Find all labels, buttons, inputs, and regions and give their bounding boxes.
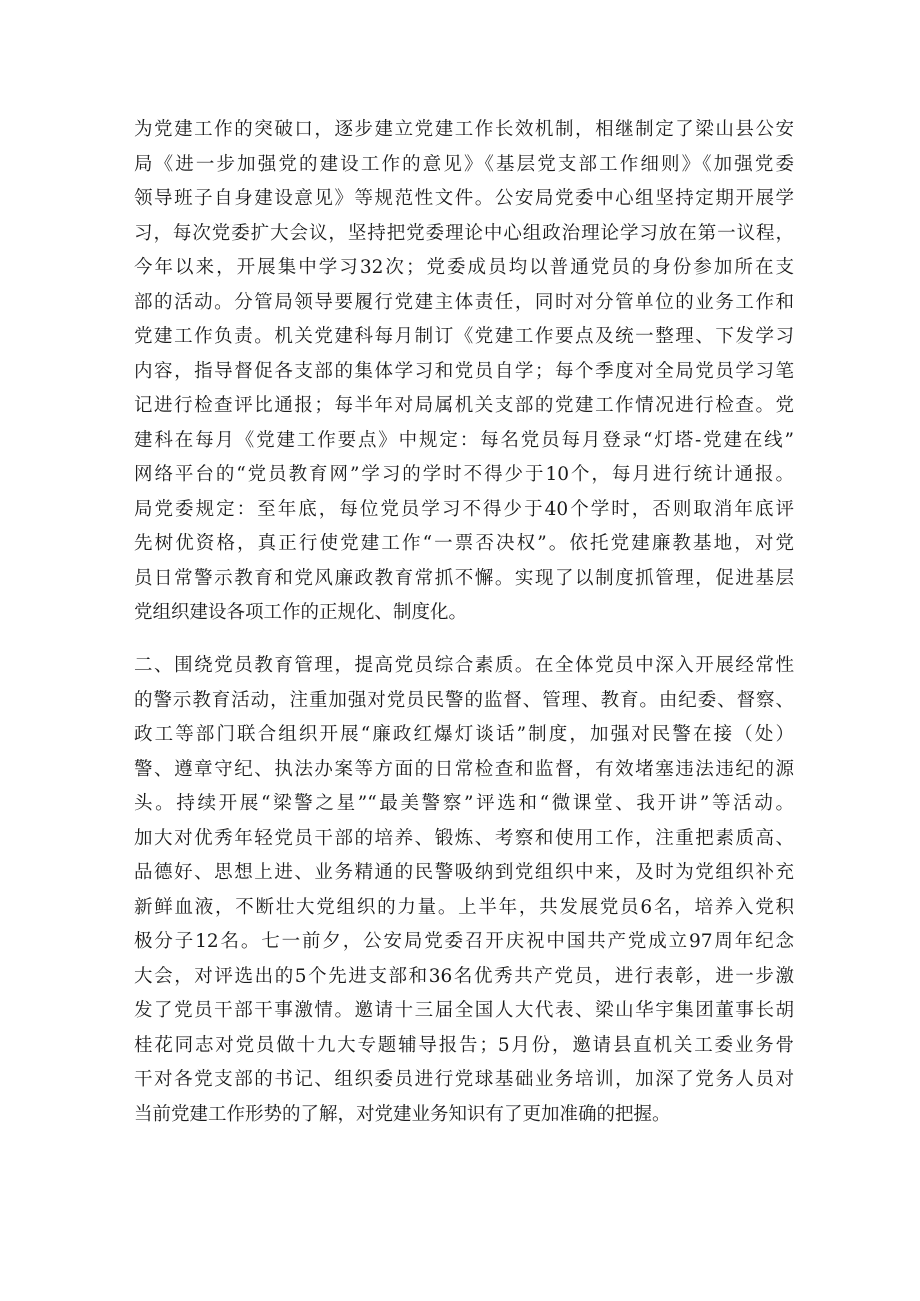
text-line: 先树优资格，真正行使党建工作“一票否决权”。依托党建廉教基地，对党 bbox=[134, 533, 794, 554]
text-line: 二、围绕党员教育管理，提高党员综合素质。在全体党员中深入开展经常性 bbox=[134, 655, 794, 676]
text-line: 局党委规定：至年底，每位党员学习不得少于40个学时，否则取消年底评 bbox=[134, 498, 794, 520]
text-line: 习，每次党委扩大会议，坚持把党委理论中心组政治理论学习放在第一议程， bbox=[134, 222, 794, 244]
text-line: 当前党建工作形势的了解，对党建业务知识有了更加准确的把握。 bbox=[134, 1103, 671, 1125]
text-line: 党组织建设各项工作的正规化、制度化。 bbox=[134, 602, 468, 623]
text-line: 大会，对评选出的5个先进支部和36名优秀共产党员，进行表彰，进一步激 bbox=[134, 965, 794, 987]
text-line: 新鲜血液，不断壮大党组织的力量。上半年，共发展党员6名，培养入党积 bbox=[134, 896, 794, 918]
text-line: 员日常警示教育和党风廉政教育常抓不懈。实现了以制度抓管理，促进基层 bbox=[134, 567, 794, 589]
text-line: 桂花同志对党员做十九大专题辅导报告；5月份，邀请县直机关工委业务骨 bbox=[134, 1034, 794, 1056]
text-line: 发了党员干部干事激情。邀请十三届全国人大代表、梁山华宇集团董事长胡 bbox=[134, 1000, 794, 1021]
text-line: 记进行检查评比通报；每半年对局属机关支部的党建工作情况进行检查。党 bbox=[134, 395, 794, 416]
text-line: 政工等部门联合组织开展“廉政红爆灯谈话”制度，加强对民警在接（处） bbox=[134, 724, 794, 745]
text-line: 建科在每月《党建工作要点》中规定：每名党员每月登录“灯塔-党建在线” bbox=[134, 429, 794, 451]
text-line: 警、遵章守纪、执法办案等方面的日常检查和监督，有效堵塞违法违纪的源 bbox=[134, 758, 794, 780]
text-line: 加大对优秀年轻党员干部的培养、锻炼、考察和使用工作，注重把素质高、 bbox=[134, 827, 794, 849]
text-line: 品德好、思想上进、业务精通的民警吸纳到党组织中来，及时为党组织补充 bbox=[134, 862, 794, 883]
text-line: 领导班子自身建设意见》等规范性文件。公安局党委中心组坚持定期开展学 bbox=[134, 188, 794, 209]
text-line: 今年以来，开展集中学习32次；党委成员均以普通党员的身份参加所在支 bbox=[134, 257, 794, 278]
text-line: 部的活动。分管局领导要履行党建主体责任，同时对分管单位的业务工作和 bbox=[134, 291, 794, 313]
paragraph-party-building-mechanism bbox=[134, 113, 794, 631]
text-line: 为党建工作的突破口，逐步建立党建工作长效机制，相继制定了梁山县公安 bbox=[134, 119, 794, 140]
text-line: 网络平台的“党员教育网”学习的学时不得少于10个，每月进行统计通报。 bbox=[134, 464, 794, 485]
text-line: 极分子12名。七一前夕，公安局党委召开庆祝中国共产党成立97周年纪念 bbox=[134, 931, 794, 952]
text-line: 党建工作负责。机关党建科每月制订《党建工作要点及统一整理、下发学习 bbox=[134, 326, 794, 347]
text-line: 干对各党支部的书记、组织委员进行党球基础业务培训，加深了党务人员对 bbox=[134, 1069, 794, 1090]
text-line: 内容，指导督促各支部的集体学习和党员自学；每个季度对全局党员学习笔 bbox=[134, 360, 794, 382]
text-line: 的警示教育活动，注重加强对党员民警的监督、管理、教育。由纪委、督察、 bbox=[134, 689, 794, 711]
paragraph-party-member-education bbox=[134, 649, 794, 1132]
text-line: 头。持续开展“梁警之星”“最美警察”评选和“微课堂、我开讲”等活动。 bbox=[134, 793, 794, 814]
text-line: 局《进一步加强党的建设工作的意见》《基层党支部工作细则》《加强党委 bbox=[134, 153, 794, 175]
